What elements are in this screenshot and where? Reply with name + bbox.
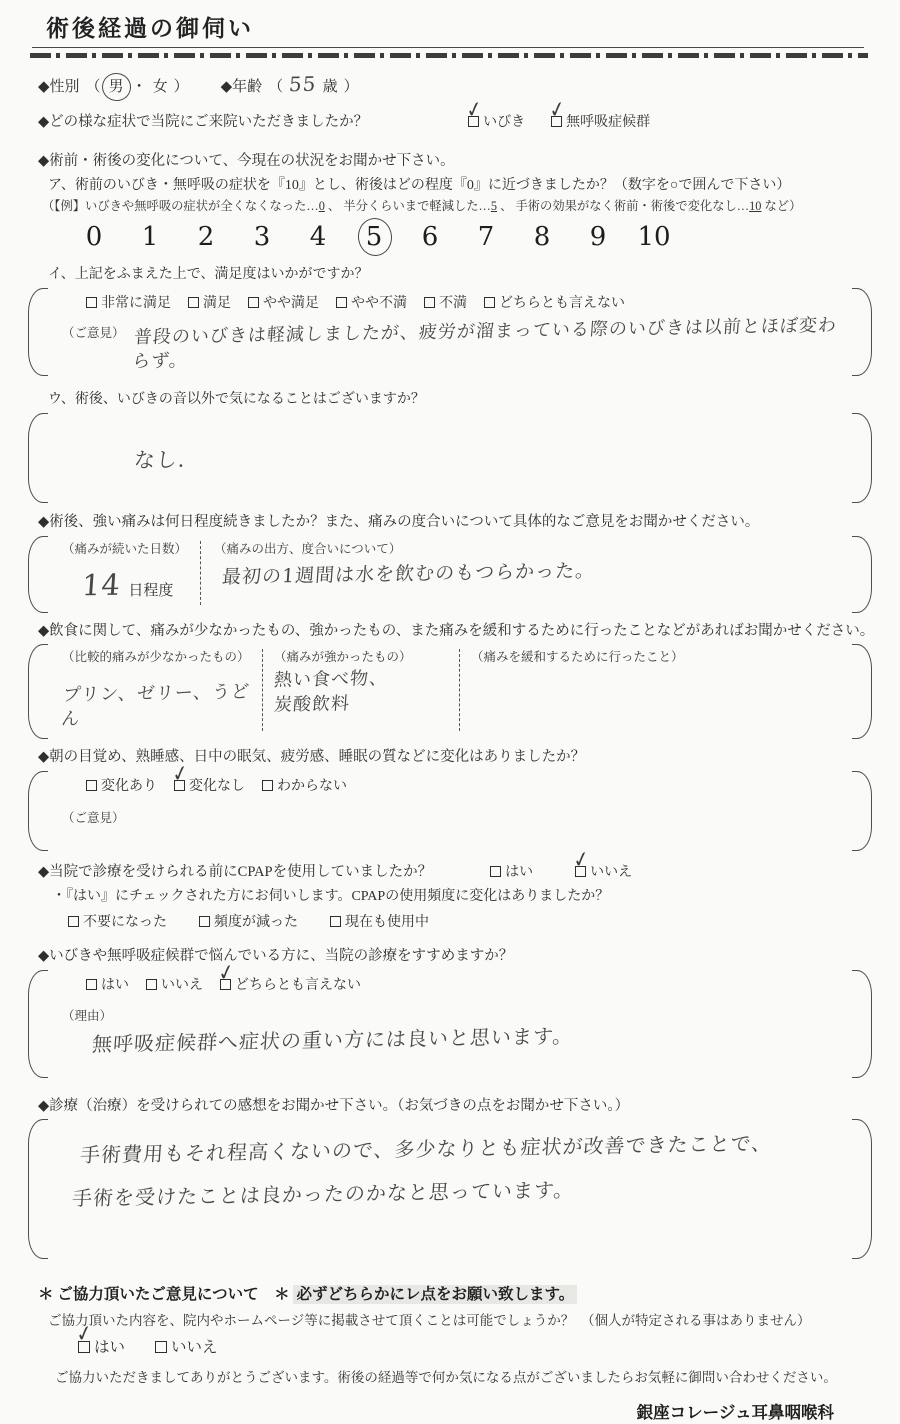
checkbox-fuyo[interactable] [68, 914, 167, 933]
recommend-options [86, 959, 836, 996]
gender-male-circled: 男 [107, 77, 126, 97]
age-value-handwritten: 55 [288, 71, 318, 97]
checkbox-box [199, 916, 210, 927]
scale-number-2: 2 [197, 221, 215, 252]
recommend-question: ◆いびきや無呼吸症候群で悩んでいる方に、当院の診療をすすめますか？ [38, 948, 514, 965]
cpap-row [38, 846, 900, 883]
gender-group [38, 77, 189, 97]
checkbox-label: いいえ [590, 864, 633, 880]
checkbox-manzoku[interactable] [188, 295, 231, 314]
checkbox-box [86, 979, 97, 990]
food-columns [62, 649, 836, 730]
checkbox-box [68, 916, 79, 927]
checkbox-rec-dochira[interactable] [216, 959, 361, 996]
paren-close: ） [343, 79, 359, 96]
checkbox-label: 無呼吸症候群 [566, 115, 651, 131]
change-intro: ◆術前・術後の変化について、今現在の状況をお聞かせ下さい。 [38, 152, 455, 169]
checkbox-label: わからない [277, 778, 347, 794]
pain-days-column [62, 541, 200, 605]
consent-options [74, 1321, 900, 1359]
checkbox-box [484, 297, 495, 308]
scale-number-7: 7 [477, 221, 495, 252]
pain-question: ◆術後、強い痛みは何日程度続きましたか？また、痛みの度合いについて具体的なご意見をお聞かせください。 [38, 514, 760, 531]
sleep-question: ◆朝の目覚め、熟睡感、日中の眠気、疲労感、睡眠の質などに変化はありましたか？ [38, 748, 586, 765]
checkbox-henka-nashi[interactable] [170, 760, 245, 797]
cpap-options [490, 846, 633, 883]
scale-number-9: 9 [589, 221, 607, 252]
checkbox-box [86, 780, 97, 791]
checkbox-box [86, 297, 97, 308]
age-label: ◆年齢 [220, 79, 263, 96]
scale-number-1: 1 [141, 221, 159, 252]
food-less-pain-label: （比較的痛みが少なかったもの） [62, 650, 250, 665]
satisfaction-question: イ、上記をふまえた上で、満足度はいかがですか？ [48, 267, 369, 283]
scale-number-4: 4 [309, 221, 327, 252]
example-seg: 、 半分くらいまで軽減した… [324, 199, 491, 214]
checkbox-ibiki[interactable] [464, 97, 526, 133]
questionnaire-page [0, 13, 900, 1422]
consent-question: ご協力頂いた内容を、院内やホームページ等に掲載させて頂くことは可能でしょうか？ （個人が特定される事はありません） [48, 1313, 811, 1329]
pain-days-handwritten: 14 [80, 567, 123, 603]
example-underlined-5: 5 [490, 199, 498, 214]
checkbox-label: どちらとも言えない [499, 295, 625, 311]
other-concerns-box [28, 413, 872, 503]
checkbox-box [336, 297, 347, 308]
checkbox-henka-ari[interactable] [86, 778, 157, 797]
checkbox-label: いいえ [161, 977, 203, 993]
example-underlined-10: 10 [749, 199, 762, 214]
checkbox-cpap-hai[interactable] [490, 864, 533, 883]
consent-heading-emphasis: 必ずどちらかにレ点をお願い致します。 [293, 1285, 577, 1304]
scale-number-3: 3 [253, 221, 271, 252]
checkbox-yaya-manzoku[interactable] [248, 295, 319, 314]
food-less-pain-column [62, 649, 262, 730]
recommend-box [28, 959, 872, 1078]
cpap-followup-question: ・『はい』にチェックされた方にお伺いします。CPAPの使用頻度に変化はありましたか？ [52, 889, 610, 905]
checkbox-label: はい [505, 864, 534, 880]
gender-label: ◆性別 [38, 79, 80, 96]
checkbox-label: いいえ [171, 1339, 218, 1357]
paren-open: （ [268, 79, 284, 96]
checkbox-label: 不要になった [83, 915, 167, 931]
food-more-pain-column [262, 649, 459, 730]
mid-dot: ・ [131, 79, 147, 96]
example-underlined-0: 0 [318, 199, 325, 214]
checkmark-icon: ✓ [464, 97, 485, 125]
sleep-box [28, 760, 872, 851]
cpap-followup-options [68, 914, 900, 933]
age-unit: 歳 [322, 79, 338, 96]
page-title: 術後経過の御伺い [46, 16, 254, 41]
pain-detail-handwritten: 最初の1週間は水を飲むのもつらかった。 [221, 559, 596, 589]
impressions-handwritten-1: 手術費用もそれ程高くないので、多少なりとも症状が改善できたことで、 [79, 1131, 774, 1168]
impressions-question: ◆診療（治療）を受けられての感想をお聞かせ下さい。（お気づきの点をお聞かせ下さい。） [38, 1097, 630, 1114]
satisfaction-comment-handwritten: 普段のいびきは軽減しましたが、疲労が溜まっている際のいびきは以前とほぼ変わらず。 [131, 314, 838, 373]
satisfaction-options [86, 295, 836, 314]
change-question-a: ア、術前のいびき・無呼吸の症状を『10』とし、術後はどの程度『0』に近づきましたか？（数字を○で囲んで下さい） [48, 177, 791, 193]
scale-number-6: 6 [421, 221, 439, 252]
consent-heading-prefix: ＊ ご協力頂いたご意見について ＊ [38, 1286, 294, 1304]
checkbox-label: 頻度が減った [214, 915, 298, 931]
gender-age-row [38, 71, 900, 98]
checkbox-box [424, 297, 435, 308]
checkbox-label: どちらとも言えない [235, 977, 361, 993]
checkbox-label: 非常に満足 [101, 295, 171, 311]
symptom-question: ◆どの様な症状で当院にご来院いただきましたか？ [38, 114, 369, 131]
food-less-pain-handwritten: プリン、ゼリー、うどん [60, 681, 251, 731]
checkmark-icon: ✓ [547, 97, 568, 125]
symptom-options [464, 97, 651, 133]
checkmark-icon: ✓ [571, 846, 592, 874]
change-example [42, 198, 900, 215]
scale-number-10: 10 [637, 221, 671, 252]
symptom-row [38, 97, 900, 133]
example-seg: 、 手術の効果がなく術前・術後で変化なし… [497, 199, 750, 214]
checkbox-label: 変化あり [101, 778, 157, 794]
checkbox-box [262, 780, 273, 791]
scale-number-8: 8 [533, 221, 551, 252]
food-relief-label: （痛みを緩和するために行ったこと） [471, 650, 684, 665]
checkmark-icon: ✓ [216, 959, 236, 987]
cpap-question: ◆当院で診療を受けられる前にCPAPを使用していましたか？ [38, 863, 433, 880]
checkbox-dochira-tomo[interactable] [484, 295, 625, 314]
checkbox-box [330, 916, 341, 927]
checkbox-wakaranai[interactable] [262, 778, 347, 797]
food-more-pain-handwritten-2: 炭酸飲料 [273, 692, 351, 716]
scale-number-0: 0 [85, 221, 103, 252]
checkbox-yaya-fuman[interactable] [336, 295, 407, 314]
food-relief-column [459, 649, 836, 730]
pain-box [28, 536, 872, 613]
gender-female: 女 [152, 79, 168, 96]
checkbox-label: やや満足 [263, 295, 319, 311]
sleep-comment-row [62, 810, 836, 827]
checkbox-label: はい [94, 1339, 126, 1357]
clinic-name: 銀座コレージュ耳鼻咽喉科 [636, 1402, 834, 1422]
checkbox-label: 現在も使用中 [345, 915, 429, 931]
other-concerns-question: ウ、術後、いびきの音以外で気になることはございますか？ [48, 392, 425, 408]
example-seg: （【例】いびきや無呼吸の症状が全くなくなった… [42, 199, 319, 214]
checkbox-hindo-hetta[interactable] [199, 914, 298, 933]
rating-scale [66, 220, 900, 255]
pain-columns [62, 541, 836, 605]
checkbox-box [248, 297, 259, 308]
checkbox-consent-hai[interactable] [74, 1321, 126, 1359]
food-more-pain-handwritten-1: 熱い食べ物、 [273, 668, 389, 692]
checkbox-label: 不満 [439, 295, 467, 311]
checkbox-label: はい [101, 977, 129, 993]
checkmark-icon: ✓ [74, 1321, 94, 1349]
reason-label: （理由） [62, 1008, 113, 1023]
food-question: ◆飲食に関して、痛みが少なかったもの、強かったもの、また痛みを緩和するために行ったことなどがあればお聞かせください。 [38, 622, 875, 639]
satisfaction-box [28, 288, 872, 376]
checkbox-box [146, 979, 157, 990]
scale-number-5-circled: 5 [346, 220, 402, 255]
checkbox-label: 満足 [203, 295, 231, 311]
checkbox-box [490, 866, 501, 877]
pain-detail-column [200, 541, 836, 605]
comment-label: （ご意見） [62, 325, 125, 340]
paren-close: ） [173, 79, 189, 96]
checkbox-label: やや不満 [351, 295, 407, 311]
checkbox-fuman[interactable] [424, 295, 467, 314]
consent-heading [38, 1285, 900, 1306]
comment-label: （ご意見） [62, 811, 125, 826]
age-group [221, 71, 359, 98]
pain-days-unit: 日程度 [128, 582, 174, 599]
checkbox-genzai-shiyochu[interactable] [330, 914, 429, 933]
checkmark-icon: ✓ [170, 760, 190, 788]
checkbox-hijo-manzoku[interactable] [86, 295, 171, 314]
impressions-handwritten-2: 手術を受けたことは良かったのかなと思っています。 [71, 1177, 576, 1211]
checkbox-box [155, 1341, 167, 1353]
recommend-reason-handwritten: 無呼吸症候群へ症状の重い方には良いと思います。 [91, 1023, 575, 1056]
checkbox-mukokyu[interactable] [547, 97, 651, 133]
example-seg: など） [761, 199, 802, 214]
checkbox-consent-iie[interactable] [155, 1338, 218, 1359]
dash-divider [30, 53, 868, 58]
pain-days-label: （痛みが続いた日数） [62, 541, 188, 556]
pain-days-value-row [82, 566, 200, 605]
pain-detail-label: （痛みの出方、度合いについて） [214, 541, 402, 556]
title-underline [32, 47, 864, 48]
checkbox-rec-iie[interactable] [146, 977, 203, 996]
impressions-box [28, 1119, 872, 1259]
checkbox-label: いびき [483, 115, 526, 131]
satisfaction-comment-row [62, 314, 838, 373]
checkbox-label: 変化なし [189, 778, 245, 794]
checkbox-box [188, 297, 199, 308]
checkbox-rec-hai[interactable] [86, 977, 129, 996]
sleep-options [86, 760, 836, 797]
food-more-pain-label: （痛みが強かったもの） [274, 650, 412, 665]
recommend-reason-row [62, 1008, 836, 1054]
thanks-note: ご協力いただきましてありがとうございます。術後の経過等で何か気になる点がございましたらお気軽に御問い合わせください。 [55, 1370, 837, 1386]
other-concerns-answer-handwritten: なし. [133, 447, 187, 473]
checkbox-cpap-iie[interactable] [571, 846, 633, 883]
food-box [28, 644, 872, 738]
paren-open: （ [85, 79, 101, 96]
